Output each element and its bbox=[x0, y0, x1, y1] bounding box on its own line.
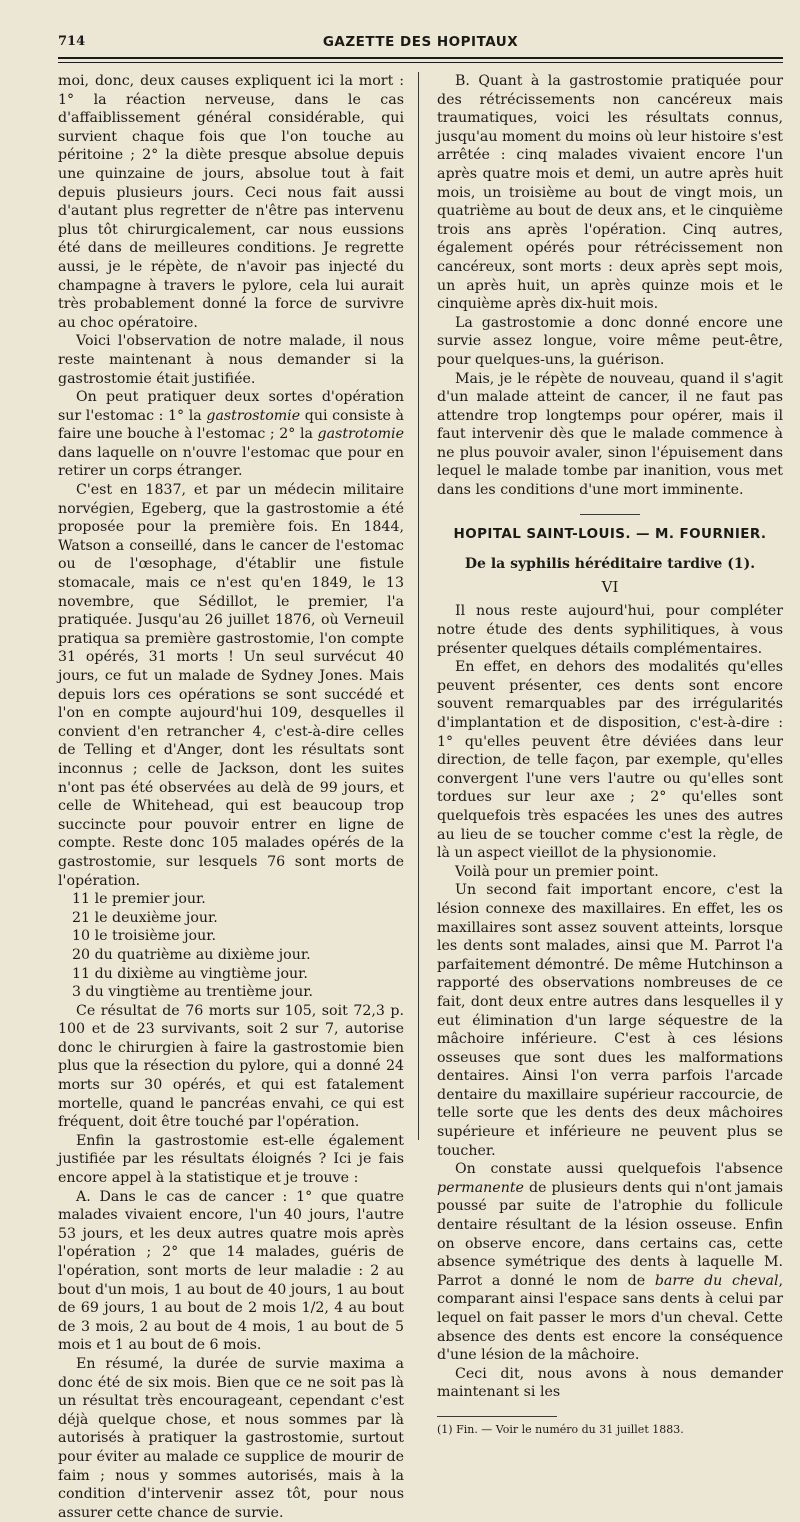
right-column bbox=[437, 72, 783, 1437]
left-column bbox=[58, 72, 404, 1522]
paragraph: C'est en 1837, et par un médecin militaire norvégien, Egeberg, que la gastrostomie a été proposée pour la première fois. En 1844, Watson a conseillé, dans le cancer de l'estomac ou de l'œsophage, d'établir une fistule stomacale, mais ce n'est qu'en 1849, le 13 novembre, que Sédillot, le premier, l'a pratiquée. Jusqu'au 26 juillet 1876, où Verneuil pratiqua sa première gastrostomie, l'on compte 31 opérés, 31 morts ! Un seul survécut 40 jours, ce fut un malade de Sydney Jones. Mais depuis lors ces opérations se sont succédé et l'on en compte aujourd'hui 109, desquelles il convient d'en retrancher 4, c'est-à-dire celles de Telling et d'Anger, dont les résultats sont inconnus ; celle de Jackson, dont les suites n'ont pas été observées au delà de 99 jours, et celle de Whitehead, qui est beaucoup trop succincte pour pouvoir entrer en ligne de compte. Reste donc 105 malades opérés de la gastrostomie, sur lesquels 76 sont morts de l'opération. bbox=[58, 482, 404, 889]
mortality-list-item: 11 du dixième au vingtième jour. bbox=[72, 965, 308, 982]
header-rule bbox=[58, 57, 783, 59]
syphilis-article bbox=[437, 602, 783, 1402]
article-separator bbox=[580, 514, 640, 515]
paragraph: Voilà pour un premier point. bbox=[455, 863, 659, 880]
paragraph: Il nous reste aujourd'hui, pour compléter notre étude des dents syphilitiques, à vous présenter quelques détails complémentaires. bbox=[437, 603, 783, 657]
page-number: 714 bbox=[58, 34, 86, 49]
page-header bbox=[58, 34, 783, 54]
footnote: (1) Fin. — Voir le numéro du 31 juillet 1883. bbox=[437, 1422, 684, 1436]
section-heading: HOPITAL SAINT-LOUIS. — M. FOURNIER. bbox=[453, 525, 767, 542]
paragraph: La gastrostomie a donc donné encore une survie assez longue, voire même peut-être, pour quelques-uns, la guérison. bbox=[437, 314, 783, 368]
paragraph: A. Dans le cas de cancer : 1° que quatre malades vivaient encore, l'un 40 jours, l'autre 53 jours, et les deux autres quatre mois après l'opération ; 2° que 14 malades, guéris de l'opération, sont morts de leur maladie : 2 au bout d'un mois, 1 au bout de 40 jours, 1 au bout de 69 jours, 1 au bout de 2 mois 1/2, 4 au bout de 3 mois, 2 au bout de 4 mois, 1 au bout de 5 mois et 1 au bout de 6 mois. bbox=[58, 1188, 405, 1354]
header-rule-thin bbox=[58, 62, 783, 63]
paragraph: Ce résultat de 76 morts sur 105, soit 72,3 p. 100 et de 23 survivants, soit 2 sur 7, autorise donc le chirurgien à faire la gastrostomie bien plus que la résection du pylore, qui a donné 24 morts sur 30 opérés, et qui est fatalement mortelle, quand le pancréas envahi, ce qui est fréquent, doit être touché par l'opération. bbox=[58, 1002, 404, 1131]
footnote-rule bbox=[437, 1416, 557, 1417]
paragraph: On constate aussi quelquefois l'absence permanente de plusieurs dents qui n'ont jamais poussé par suite de l'atrophie du follicule dentaire résultant de la lésion osseuse. Enfin on observe encore, dans certains cas, cette absence symétrique des dents à laquelle M. Parrot a donné le nom de barre du cheval, comparant ainsi l'espace sans dents à celui par lequel on fait passer le mors d'un cheval. Cette absence des dents est encore la conséquence d'une lésion de la mâchoire. bbox=[437, 1161, 784, 1364]
gastrostomy-article-end bbox=[437, 72, 783, 500]
mortality-list-item: 21 le deuxième jour. bbox=[72, 909, 218, 926]
mortality-list-item: 20 du quatrième au dixième jour. bbox=[72, 946, 311, 963]
paragraph: moi, donc, deux causes expliquent ici la mort : 1° la réaction nerveuse, dans le cas d'affaiblissement général considérable, qui survient chaque fois que l'on touche au péritoine ; 2° la diète presque absolue depuis une quinzaine de jours, absolue tout à fait depuis plusieurs jours. Ceci nous fait aussi d'autant plus regretter de n'être pas intervenu plus tôt chirurgicalement, car nous eussions été dans de meilleures conditions. Je regrette aussi, je le répète, de n'avoir pas injecté du champagne à travers le pylore, cela lui aurait très probablement donné la force de survivre au choc opératoire. bbox=[58, 73, 404, 331]
mortality-list-item: 3 du vingtième au trentième jour. bbox=[72, 984, 313, 1001]
paragraph: En résumé, la durée de survie maxima a donc été de six mois. Bien que ce ne soit pas là un résultat très encourageant, cependant c'est déjà quelque chose, et nous sommes par là autorisés à pratiquer la gastrostomie, surtout pour éviter au malade ce supplice de mourir de faim ; nous y sommes autorisés, mais à la condition d'intervenir assez tôt, pour nous assurer cette chance de survie. bbox=[58, 1355, 404, 1521]
paragraph: Un second fait important encore, c'est la lésion connexe des maxillaires. En effet, les os maxillaires sont assez souvent atteints, lorsque les dents sont malades, ainsi que M. Parrot l'a parfaitement démontré. De même Hutchinson a rapporté des observations nombreuses de ce fait, dont deux entre autres dans lesquelles il y eut élimination d'un large séquestre de la mâchoire inférieure. C'est à ces lésions osseuses que sont dues les malformations dentaires. Ainsi l'on verra parfois l'arcade dentaire du maxillaire supérieur raccourcie, de telle sorte que les dents des deux mâchoires supérieure et inférieure ne peuvent plus se toucher. bbox=[437, 882, 783, 1159]
paragraph: Enfin la gastrostomie est-elle également justifiée par les résultats éloignés ? Ici je fais encore appel à la statistique et je trouve : bbox=[58, 1132, 404, 1187]
paragraph: Mais, je le répète de nouveau, quand il s'agit d'un malade atteint de cancer, il ne faut pas attendre trop longtemps pour opérer, mais il faut intervenir dès que le malade commence à ne plus pouvoir avaler, sinon l'épuisement dans lequel le malade tombe par inanition, vous met dans les conditions d'une mort imminente. bbox=[437, 370, 783, 499]
paragraph: Voici l'observation de notre malade, il nous reste maintenant à nous demander si la gastrostomie était justifiée. bbox=[58, 333, 404, 387]
mortality-list-item: 10 le troisième jour. bbox=[72, 928, 216, 945]
mortality-list-item: 11 le premier jour. bbox=[72, 891, 206, 908]
lecture-title: De la syphilis héréditaire tardive (1). bbox=[464, 556, 756, 573]
journal-title: GAZETTE DES HOPITAUX bbox=[322, 34, 519, 50]
column-divider bbox=[418, 72, 419, 1140]
paragraph: Ceci dit, nous avons à nous demander maintenant si les bbox=[437, 1365, 783, 1401]
paragraph: B. Quant à la gastrostomie pratiquée pour des rétrécissements non cancéreux mais traumatiques, voici les résultats connus, jusqu'au moment du moins où leur histoire s'est arrêtée : cinq malades vivaient encore l'un après quatre mois et demi, un autre après huit mois, un troisième au bout de vingt mois, un quatrième au bout de deux ans, et le cinquième trois ans après l'opération. Cinq autres, également opérés pour rétrécissement non cancéreux, sont morts : deux après sept mois, un après huit, un après quinze mois et le cinquième après dix-huit mois. bbox=[437, 73, 783, 313]
paragraph: On peut pratiquer deux sortes d'opération sur l'estomac : 1° la gastrostomie qui consiste à faire une bouche à l'estomac ; 2° la gastrotomie dans laquelle on n'ouvre l'estomac que pour en retirer un corps étranger. bbox=[58, 389, 404, 480]
paragraph: En effet, en dehors des modalités qu'elles peuvent présenter, ces dents sont encore souvent remarquables par des irrégularités d'implantation et de disposition, c'est-à-dire : 1° qu'elles peuvent être déviées dans leur direction, de telle façon, par exemple, qu'elles convergent l'une vers l'autre ou qu'elles sont tordues sur leur axe ; 2° qu'elles sont quelquefois très espacées les unes des autres au lieu de se toucher comme c'est la règle, de là un aspect vieillot de la physionomie. bbox=[437, 659, 783, 862]
lecture-number: VI bbox=[601, 577, 619, 596]
